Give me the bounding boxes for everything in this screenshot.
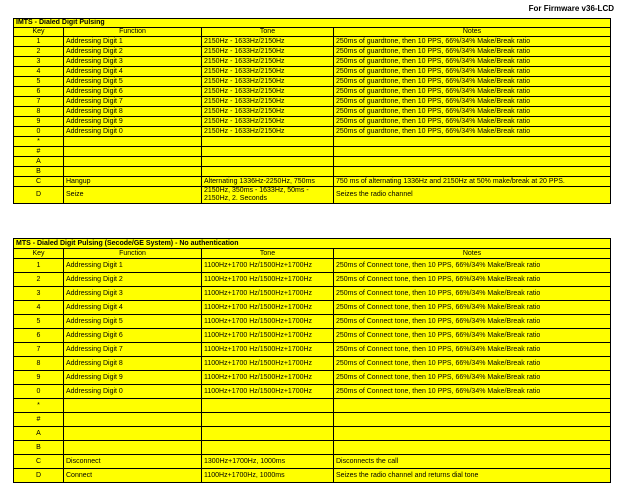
function-cell: Addressing Digit 8 [64,357,202,371]
firmware-label: For Firmware v36-LCD [528,4,614,13]
tone-cell: 1100Hz+1700 Hz/1500Hz+1700Hz [202,287,334,301]
tone-cell: 1100Hz+1700Hz, 1000ms [202,469,334,483]
notes-cell: Seizes the radio channel and returns dial tone [334,469,611,483]
notes-cell: 250ms of Connect tone, then 10 PPS, 66%/34% Make/Break ratio [334,385,611,399]
function-cell: Addressing Digit 2 [64,273,202,287]
function-cell: Addressing Digit 4 [64,301,202,315]
notes-cell [334,413,611,427]
key-cell: 7 [14,97,64,107]
column-header-key: Key [14,249,64,259]
notes-cell: Seizes the radio channel [334,187,611,204]
function-cell: Seize [64,187,202,204]
function-cell: Disconnect [64,455,202,469]
key-cell: 0 [14,385,64,399]
notes-cell [334,167,611,177]
key-cell: 5 [14,77,64,87]
tone-cell: 2150Hz - 1633Hz/2150Hz [202,77,334,87]
tone-cell [202,167,334,177]
key-cell: 6 [14,87,64,97]
notes-cell [334,157,611,167]
tone-cell: 1100Hz+1700 Hz/1500Hz+1700Hz [202,357,334,371]
key-cell: 1 [14,259,64,273]
key-cell: 2 [14,273,64,287]
function-cell: Addressing Digit 5 [64,77,202,87]
function-cell: Addressing Digit 6 [64,87,202,97]
table-row [14,455,611,469]
function-cell: Addressing Digit 3 [64,287,202,301]
key-cell: 2 [14,47,64,57]
table-row [14,259,611,273]
column-header-function: Function [64,249,202,259]
function-cell: Addressing Digit 0 [64,385,202,399]
table-row [14,37,611,47]
notes-cell: 250ms of Connect tone, then 10 PPS, 66%/34% Make/Break ratio [334,343,611,357]
key-cell: B [14,167,64,177]
table-title: IMTS - Dialed Digit Pulsing [14,19,611,28]
function-cell: Addressing Digit 3 [64,57,202,67]
table-row [14,315,611,329]
key-cell: 4 [14,301,64,315]
tone-cell: 2150Hz - 1633Hz/2150Hz [202,37,334,47]
table-row [14,469,611,483]
tone-cell [202,399,334,413]
function-cell: Hangup [64,177,202,187]
notes-cell: 250ms of Connect tone, then 10 PPS, 66%/34% Make/Break ratio [334,371,611,385]
table-row [14,87,611,97]
notes-cell: 250ms of guardtone, then 10 PPS, 66%/34% Make/Break ratio [334,77,611,87]
function-cell: Addressing Digit 6 [64,329,202,343]
key-cell: # [14,413,64,427]
table-row [14,167,611,177]
notes-cell: 750 ms of alternating 1336Hz and 2150Hz at 50% make/break at 20 PPS. [334,177,611,187]
notes-cell: 250ms of guardtone, then 10 PPS, 66%/34% Make/Break ratio [334,127,611,137]
key-cell: 6 [14,329,64,343]
tone-cell: 2150Hz - 1633Hz/2150Hz [202,97,334,107]
key-cell: * [14,399,64,413]
mts-table [13,238,611,483]
key-cell: A [14,427,64,441]
tone-cell: 1100Hz+1700 Hz/1500Hz+1700Hz [202,259,334,273]
notes-cell: Disconnects the call [334,455,611,469]
table-row [14,399,611,413]
notes-cell: 250ms of Connect tone, then 10 PPS, 66%/34% Make/Break ratio [334,315,611,329]
tone-cell: 1100Hz+1700 Hz/1500Hz+1700Hz [202,301,334,315]
notes-cell: 250ms of guardtone, then 10 PPS, 66%/34% Make/Break ratio [334,107,611,117]
key-cell: D [14,469,64,483]
column-header-notes: Notes [334,249,611,259]
tone-cell [202,413,334,427]
function-cell: Connect [64,469,202,483]
table-row [14,107,611,117]
function-cell: Addressing Digit 5 [64,315,202,329]
tone-cell: Alternating 1336Hz-2250Hz, 750ms [202,177,334,187]
key-cell: C [14,455,64,469]
key-cell: 0 [14,127,64,137]
key-cell: # [14,147,64,157]
table-row [14,177,611,187]
notes-cell [334,399,611,413]
key-cell: 7 [14,343,64,357]
column-header-notes: Notes [334,28,611,37]
tone-cell: 1100Hz+1700 Hz/1500Hz+1700Hz [202,329,334,343]
notes-cell: 250ms of Connect tone, then 10 PPS, 66%/34% Make/Break ratio [334,357,611,371]
table-row [14,413,611,427]
key-cell: 5 [14,315,64,329]
notes-cell: 250ms of Connect tone, then 10 PPS, 66%/34% Make/Break ratio [334,273,611,287]
table-title: MTS - Dialed Digit Pulsing (Secode/GE System) - No authentication [14,239,611,249]
notes-cell: 250ms of guardtone, then 10 PPS, 66%/34% Make/Break ratio [334,67,611,77]
table-row [14,67,611,77]
tone-cell: 2150Hz - 1633Hz/2150Hz [202,67,334,77]
function-cell: Addressing Digit 7 [64,343,202,357]
tone-cell: 2150Hz - 1633Hz/2150Hz [202,127,334,137]
notes-cell: 250ms of Connect tone, then 10 PPS, 66%/34% Make/Break ratio [334,301,611,315]
table-row [14,157,611,167]
notes-cell: 250ms of guardtone, then 10 PPS, 66%/34% Make/Break ratio [334,47,611,57]
key-cell: D [14,187,64,204]
function-cell [64,399,202,413]
column-header-tone: Tone [202,28,334,37]
tone-cell [202,147,334,157]
function-cell [64,137,202,147]
function-cell: Addressing Digit 9 [64,117,202,127]
imts-table [13,18,611,204]
key-cell: 3 [14,57,64,67]
notes-cell [334,427,611,441]
column-header-key: Key [14,28,64,37]
table-row [14,137,611,147]
table-row [14,57,611,67]
tone-cell [202,441,334,455]
function-cell [64,167,202,177]
tone-cell: 1100Hz+1700 Hz/1500Hz+1700Hz [202,385,334,399]
key-cell: B [14,441,64,455]
column-header-tone: Tone [202,249,334,259]
tone-cell [202,427,334,441]
key-cell: 1 [14,37,64,47]
function-cell: Addressing Digit 1 [64,259,202,273]
notes-cell: 250ms of Connect tone, then 10 PPS, 66%/34% Make/Break ratio [334,287,611,301]
notes-cell [334,441,611,455]
notes-cell: 250ms of Connect tone, then 10 PPS, 66%/34% Make/Break ratio [334,329,611,343]
key-cell: * [14,137,64,147]
function-cell [64,157,202,167]
function-cell: Addressing Digit 4 [64,67,202,77]
function-cell [64,441,202,455]
tone-cell: 2150Hz - 1633Hz/2150Hz [202,87,334,97]
table-row [14,77,611,87]
table-row [14,427,611,441]
tone-cell: 1300Hz+1700Hz, 1000ms [202,455,334,469]
notes-cell [334,147,611,157]
table-row [14,357,611,371]
tone-cell: 1100Hz+1700 Hz/1500Hz+1700Hz [202,371,334,385]
table-row [14,441,611,455]
function-cell: Addressing Digit 2 [64,47,202,57]
key-cell: 8 [14,107,64,117]
table-row [14,287,611,301]
table-row [14,301,611,315]
function-cell [64,147,202,157]
notes-cell: 250ms of guardtone, then 10 PPS, 66%/34% Make/Break ratio [334,117,611,127]
table-row [14,147,611,157]
function-cell [64,427,202,441]
function-cell: Addressing Digit 8 [64,107,202,117]
key-cell: 3 [14,287,64,301]
notes-cell: 250ms of Connect tone, then 10 PPS, 66%/34% Make/Break ratio [334,259,611,273]
table-row [14,97,611,107]
function-cell [64,413,202,427]
tone-cell: 2150Hz, 350ms - 1633Hz, 50ms - 2150Hz, 2. Seconds [202,187,334,204]
tone-cell: 2150Hz - 1633Hz/2150Hz [202,117,334,127]
key-cell: C [14,177,64,187]
table-row [14,371,611,385]
function-cell: Addressing Digit 7 [64,97,202,107]
table-row [14,385,611,399]
table-row [14,329,611,343]
key-cell: 9 [14,371,64,385]
notes-cell: 250ms of guardtone, then 10 PPS, 66%/34% Make/Break ratio [334,97,611,107]
notes-cell: 250ms of guardtone, then 10 PPS, 66%/34% Make/Break ratio [334,37,611,47]
key-cell: A [14,157,64,167]
tone-cell [202,137,334,147]
table-row [14,117,611,127]
tone-cell: 2150Hz - 1633Hz/2150Hz [202,47,334,57]
function-cell: Addressing Digit 9 [64,371,202,385]
table-row [14,127,611,137]
table-row [14,187,611,204]
tone-cell: 1100Hz+1700 Hz/1500Hz+1700Hz [202,343,334,357]
notes-cell: 250ms of guardtone, then 10 PPS, 66%/34% Make/Break ratio [334,57,611,67]
column-header-function: Function [64,28,202,37]
key-cell: 8 [14,357,64,371]
notes-cell: 250ms of guardtone, then 10 PPS, 66%/34% Make/Break ratio [334,87,611,97]
tone-cell: 2150Hz - 1633Hz/2150Hz [202,107,334,117]
tone-cell: 1100Hz+1700 Hz/1500Hz+1700Hz [202,273,334,287]
notes-cell [334,137,611,147]
tone-cell [202,157,334,167]
table-row [14,273,611,287]
tone-cell: 2150Hz - 1633Hz/2150Hz [202,57,334,67]
key-cell: 4 [14,67,64,77]
table-row [14,47,611,57]
tone-cell: 1100Hz+1700 Hz/1500Hz+1700Hz [202,315,334,329]
function-cell: Addressing Digit 0 [64,127,202,137]
table-row [14,343,611,357]
function-cell: Addressing Digit 1 [64,37,202,47]
key-cell: 9 [14,117,64,127]
